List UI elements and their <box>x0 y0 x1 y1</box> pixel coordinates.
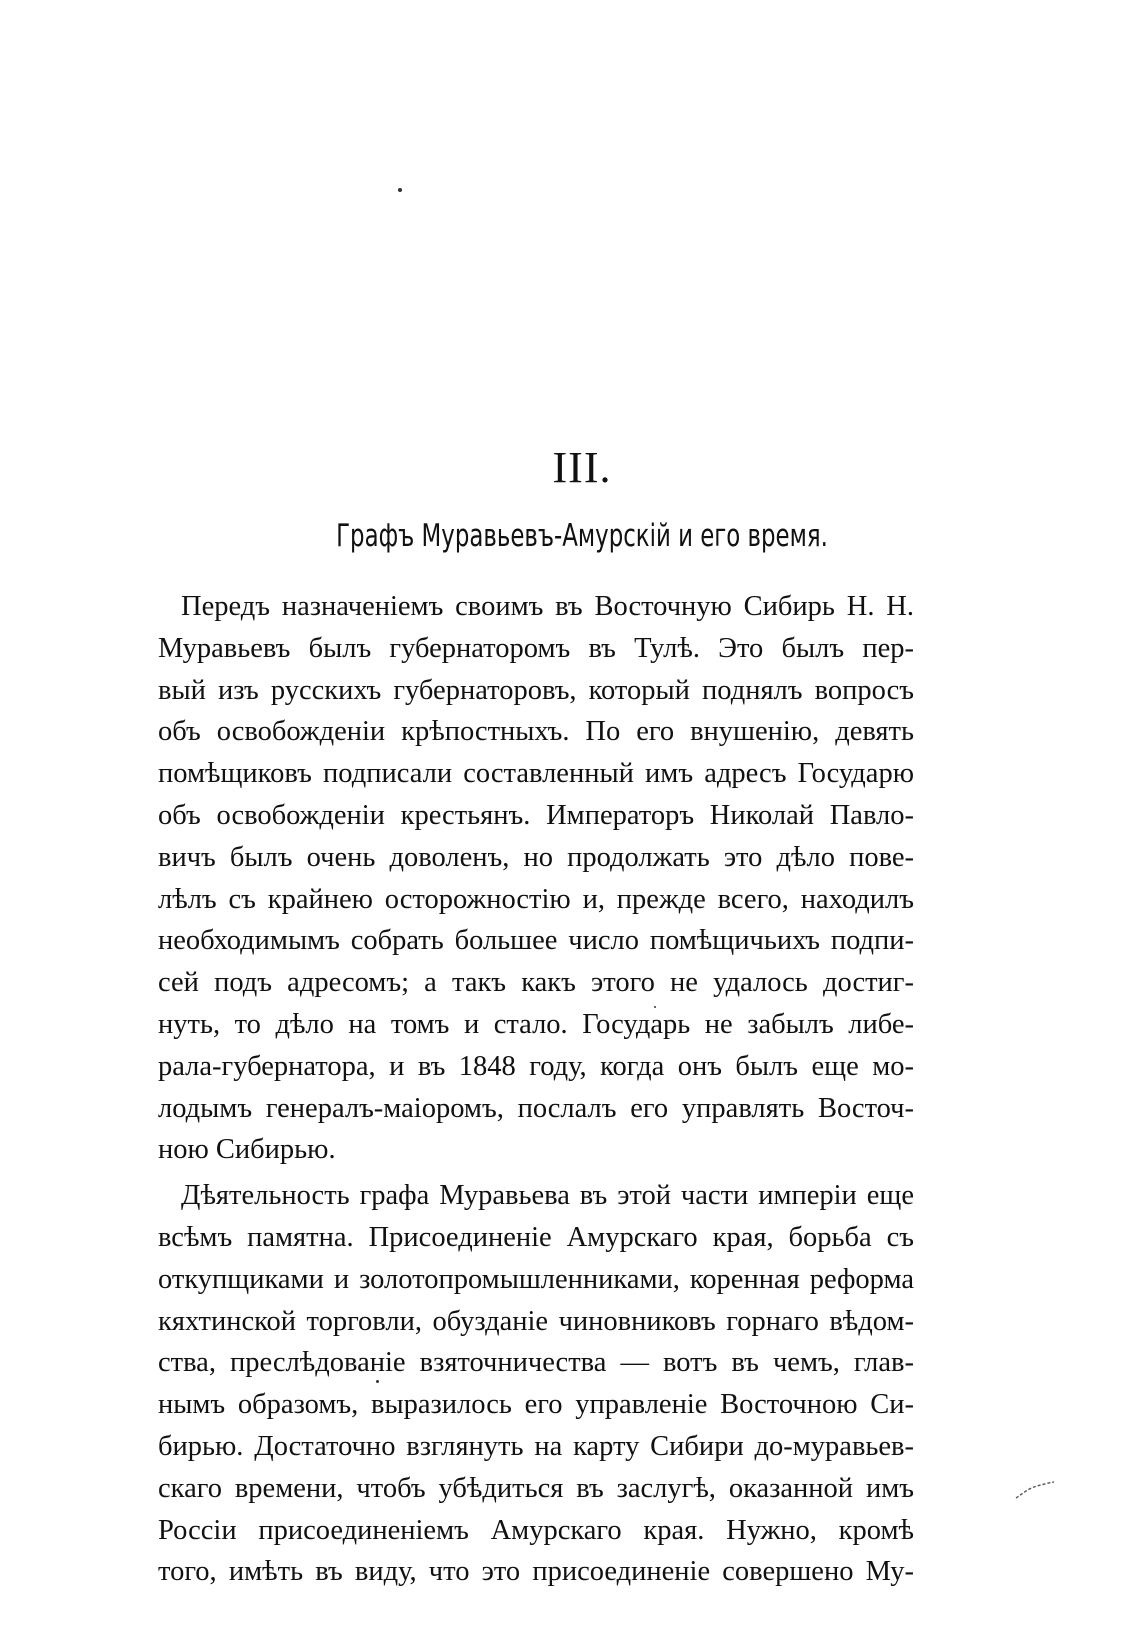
text-line: рала-губернатора, и въ 1848 году, когда онъ былъ еще мо- <box>158 1050 914 1082</box>
text-line: Передъ назначеніемъ своимъ въ Восточную Сибирь Н. Н. <box>181 591 914 622</box>
text-line: объ освобожденіи крѣпостныхъ. По его внушенію, девять <box>158 716 914 748</box>
text-line: нуть, то дѣло на томъ и стало. Государь не забылъ либе- <box>158 1008 914 1040</box>
chapter-number: III. <box>552 443 612 492</box>
text-line: того, имѣть въ виду, что это присоединеніе совершено Му- <box>158 1556 914 1588</box>
body-text <box>158 586 914 1593</box>
text-line: лѣлъ съ крайнею осторожностію и, прежде всего, находилъ <box>158 883 914 915</box>
chapter-title: Графъ Муравьевъ-Амурскій и его время. <box>336 518 828 554</box>
paragraph-2 <box>158 1175 914 1593</box>
text-line: всѣмъ памятна. Присоединеніе Амурскаго края, борьба съ <box>158 1221 914 1253</box>
paragraph-1 <box>158 586 914 1171</box>
text-line: вичъ былъ очень доволенъ, но продолжать это дѣло пове- <box>158 841 914 873</box>
text-line: откупщиками и золотопромышленниками, коренная реформа <box>158 1263 914 1295</box>
pencil-mark <box>1014 1480 1056 1500</box>
text-line: помѣщиковъ подписали составленный имъ адресъ Государю <box>158 758 914 790</box>
text-line: Россіи присоединеніемъ Амурскаго края. Нужно, кромѣ <box>158 1514 914 1546</box>
text-line: Дѣятельность графа Муравьева въ этой части имперіи еще <box>181 1180 914 1212</box>
text-line: бирью. Достаточно взглянуть на карту Сибири до-муравьев- <box>158 1430 914 1462</box>
text-line: объ освобожденіи крестьянъ. Императоръ Николай Павло- <box>158 799 914 831</box>
text-line: ною Сибирью. <box>158 1134 336 1166</box>
scan-speck <box>398 188 402 192</box>
text-line: вый изъ русскихъ губернаторовъ, который поднялъ вопросъ <box>158 674 914 706</box>
text-line: Муравьевъ былъ губернаторомъ въ Тулѣ. Это былъ пер- <box>158 632 914 664</box>
text-line: необходимымъ собрать большее число помѣщичьихъ подпи- <box>158 925 914 957</box>
text-line: скаго времени, чтобъ убѣдиться въ заслугѣ, оказанной имъ <box>158 1472 914 1504</box>
text-line: сей подъ адресомъ; а такъ какъ этого не удалось достиг- <box>158 967 914 999</box>
text-line: лодымъ генералъ-маіоромъ, послалъ его управлять Восточ- <box>158 1092 914 1124</box>
text-line: ства, преслѣдованіе взяточничества — вотъ въ чемъ, глав- <box>158 1347 914 1379</box>
text-line: кяхтинской торговли, обузданіе чиновниковъ горнаго вѣдом- <box>158 1305 914 1337</box>
text-line: нымъ образомъ, выразилось его управленіе Восточною Си- <box>158 1389 914 1421</box>
